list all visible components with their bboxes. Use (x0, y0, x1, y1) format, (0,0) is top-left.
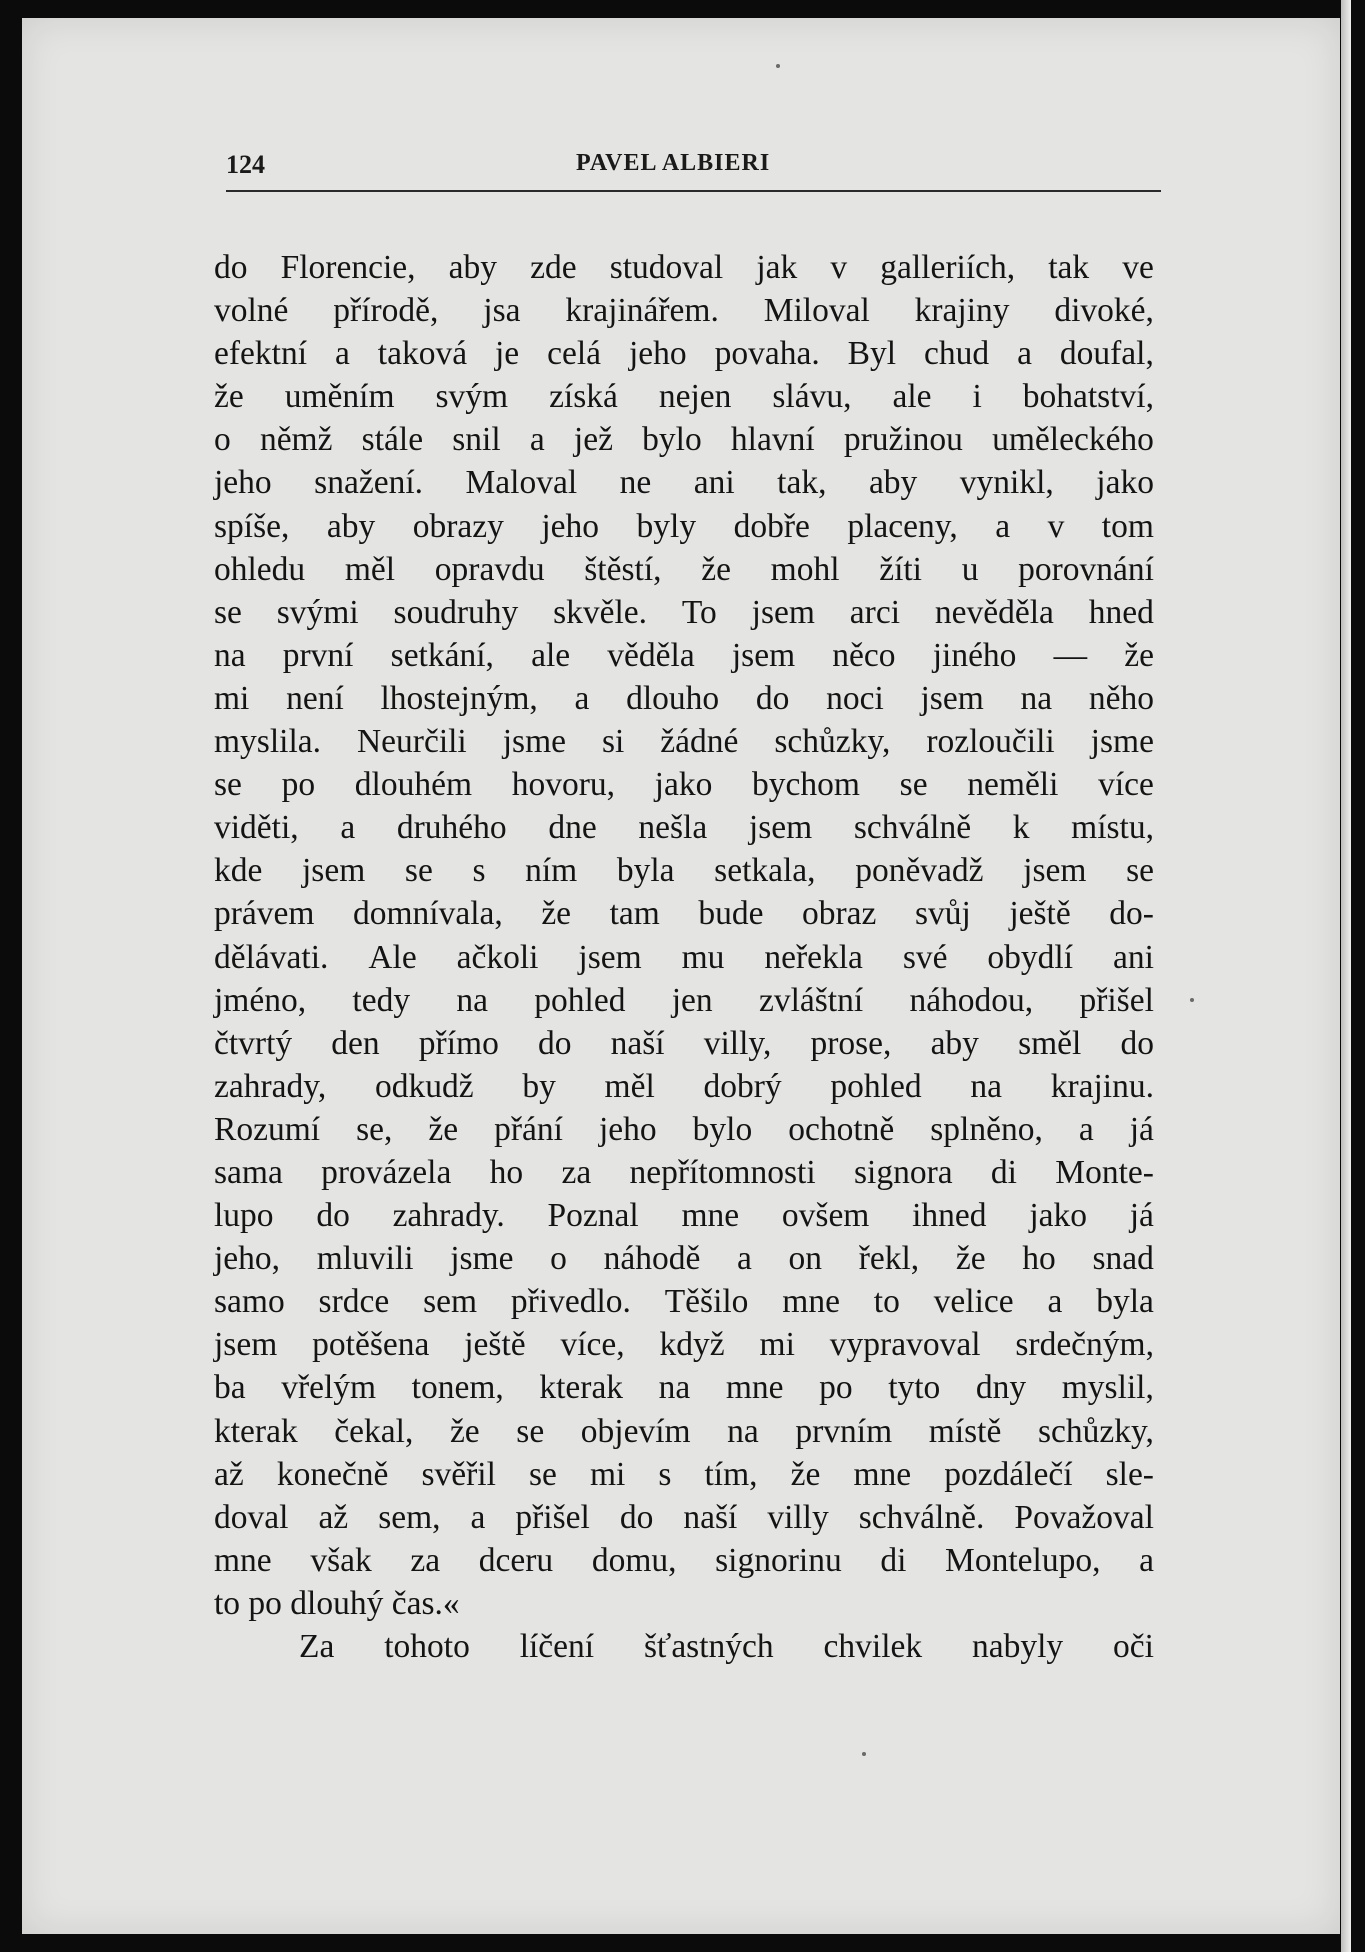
text-line: doval až sem, a přišel do naší villy schválně. Považoval (214, 1498, 1154, 1536)
text-line: o němž stále snil a jež bylo hlavní pružinou uměleckého (214, 421, 1154, 459)
speck (862, 1752, 866, 1756)
text-line: ba vřelým tonem, kterak na mne po tyto dny myslil, (214, 1369, 1154, 1407)
text-line: volné přírodě, jsa krajinářem. Miloval krajiny divoké, (214, 292, 1154, 330)
text-line: mne však za dceru domu, signorinu di Montelupo, a (214, 1541, 1154, 1579)
text-line: se po dlouhém hovoru, jako bychom se neměli více (214, 766, 1154, 804)
book-spine-edge (1341, 0, 1351, 1952)
text-line: ohledu měl opravdu štěstí, že mohl žíti u porovnání (214, 550, 1154, 588)
page-number: 124 (226, 150, 265, 179)
body-text (214, 246, 1154, 1668)
header-rule (226, 190, 1161, 192)
text-line: čtvrtý den přímo do naší villy, prose, aby směl do (214, 1024, 1154, 1062)
text-line: jeho, mluvili jsme o náhodě a on řekl, že ho snad (214, 1240, 1154, 1278)
text-line: samo srdce sem přivedlo. Těšilo mne to velice a byla (214, 1283, 1154, 1321)
text-line: zahrady, odkudž by měl dobrý pohled na krajinu. (214, 1067, 1154, 1105)
text-line: kterak čekal, že se objevím na prvním místě schůzky, (214, 1412, 1154, 1450)
text-line: se svými soudruhy skvěle. To jsem arci nevěděla hned (214, 593, 1154, 631)
text-line: dělávati. Ale ačkoli jsem mu neřekla své obydlí ani (214, 938, 1154, 976)
text-line: mi není lhostejným, a dlouho do noci jsem na něho (214, 679, 1154, 717)
page-header (226, 150, 1161, 190)
text-line: že uměním svým získá nejen slávu, ale i bohatství, (214, 378, 1154, 416)
text-line: efektní a taková je celá jeho povaha. Byl chud a doufal, (214, 335, 1154, 373)
text-line: na první setkání, ale věděla jsem něco jiného — že (214, 636, 1154, 674)
text-line: do Florencie, aby zde studoval jak v galleriích, tak ve (214, 249, 1154, 286)
text-line: Za tohoto líčení šťastných chvilek nabyly oči (299, 1628, 1154, 1665)
text-line: spíše, aby obrazy jeho byly dobře placeny, a v tom (214, 507, 1154, 545)
running-head: PAVEL ALBIERI (576, 150, 771, 176)
text-line: Rozumí se, že přání jeho bylo ochotně splněno, a já (214, 1110, 1154, 1148)
speck (776, 64, 780, 68)
text-line: sama provázela ho za nepřítomnosti signora di Monte- (214, 1153, 1154, 1191)
text-line: to po dlouhý čas.« (214, 1584, 460, 1622)
text-line: právem domnívala, že tam bude obraz svůj ještě do- (214, 895, 1154, 933)
text-line: jméno, tedy na pohled jen zvláštní náhodou, přišel (214, 981, 1154, 1019)
text-line: lupo do zahrady. Poznal mne ovšem ihned jako já (214, 1197, 1154, 1235)
text-line: viděti, a druhého dne nešla jsem schválně k místu, (214, 809, 1154, 847)
text-line: jsem potěšena ještě více, když mi vypravoval srdečným, (214, 1326, 1154, 1364)
text-line: jeho snažení. Maloval ne ani tak, aby vynikl, jako (214, 464, 1154, 502)
text-line: kde jsem se s ním byla setkala, poněvadž jsem se (214, 852, 1154, 890)
text-line: až konečně svěřil se mi s tím, že mne pozdálečí sle- (214, 1455, 1154, 1493)
text-line: myslila. Neurčili jsme si žádné schůzky, rozloučili jsme (214, 723, 1154, 761)
speck (1190, 998, 1194, 1002)
